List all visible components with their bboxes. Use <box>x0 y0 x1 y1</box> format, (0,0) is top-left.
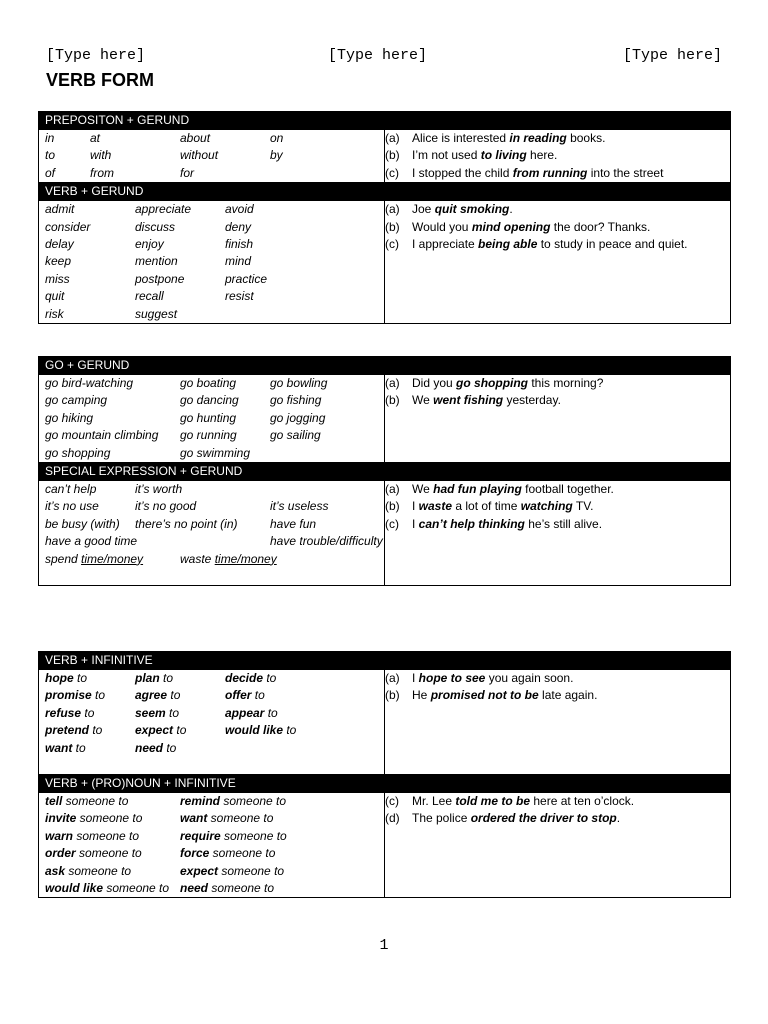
examples <box>385 201 731 324</box>
word: go shopping <box>45 445 111 460</box>
word: want to <box>45 740 86 755</box>
word: enjoy <box>135 237 164 252</box>
section-heading: GO + GERUND <box>39 357 731 375</box>
infinitive-table <box>38 651 731 898</box>
word: practice <box>225 271 268 286</box>
word: promise to <box>45 688 106 703</box>
word: would like to <box>225 723 297 738</box>
word: mind <box>225 254 252 269</box>
header-left: [Type here] <box>46 47 146 64</box>
section-heading: PREPOSITON + GERUND <box>39 112 731 130</box>
word: go swimming <box>180 445 251 460</box>
word: remind someone to <box>180 794 287 808</box>
word: go fishing <box>270 393 322 408</box>
example-item: (b) Would you mind opening the door? Thanks. <box>385 219 651 234</box>
word: pretend to <box>45 723 103 738</box>
section-heading: VERB + (PRO)NOUN + INFINITIVE <box>39 775 731 793</box>
word: quit <box>45 289 65 304</box>
go-gerund-table <box>38 356 731 586</box>
word: need to <box>135 740 177 755</box>
word: be busy (with) <box>45 516 120 531</box>
word: mention <box>135 254 178 269</box>
word: require someone to <box>180 828 287 843</box>
header-center: [Type here] <box>328 47 428 64</box>
word: order someone to <box>45 846 142 861</box>
word: avoid <box>225 202 254 217</box>
word: force someone to <box>180 846 276 861</box>
word: spend time/money <box>45 551 144 566</box>
word: go hiking <box>45 410 94 425</box>
example-item: (a) Did you go shopping this morning? <box>385 376 604 390</box>
word: from <box>90 165 114 180</box>
word: appreciate <box>135 202 192 217</box>
word: invite someone to <box>45 811 143 826</box>
word: go mountain climbing <box>45 428 159 443</box>
examples <box>385 375 731 463</box>
word: refuse to <box>45 705 95 720</box>
word: postpone <box>135 271 185 286</box>
examples <box>385 670 731 775</box>
examples <box>385 793 731 898</box>
word-list <box>39 130 385 183</box>
word: it’s worth <box>135 482 183 497</box>
word: go bird-watching <box>45 376 134 390</box>
example-item: (b) I’m not used to living here. <box>385 148 558 163</box>
word: consider <box>45 219 91 234</box>
example-item: (b) We went fishing yesterday. <box>385 393 561 408</box>
word: in <box>45 131 55 145</box>
word: plan to <box>135 671 174 685</box>
word-list <box>39 481 385 586</box>
word: it’s no use <box>45 499 99 514</box>
example-item: (a) Joe quit smoking. <box>385 202 513 217</box>
header-right: [Type here] <box>622 47 722 64</box>
word: want someone to <box>180 811 274 826</box>
gerund-table <box>38 111 731 324</box>
word: offer to <box>225 688 265 703</box>
word-list <box>39 793 385 898</box>
word: with <box>90 148 112 163</box>
page-number: 1 <box>379 937 389 954</box>
word: go running <box>180 428 237 443</box>
word: have trouble/difficulty <box>270 534 383 549</box>
word: appear to <box>225 705 278 720</box>
word: go dancing <box>180 393 239 408</box>
word: agree to <box>135 688 181 703</box>
word: tell someone to <box>45 794 129 808</box>
word-list <box>39 375 385 463</box>
example-item: (c) I can’t help thinking he’s still alive. <box>385 516 603 531</box>
word: need someone to <box>180 881 275 896</box>
word: hope to <box>45 671 88 685</box>
word: seem to <box>135 705 180 720</box>
examples <box>385 130 731 183</box>
word: at <box>90 131 101 145</box>
example-item: (c) I stopped the child from running into the street <box>385 165 664 180</box>
word-list <box>39 670 385 775</box>
word: it’s useless <box>270 499 329 514</box>
word: waste time/money <box>180 551 277 566</box>
example-item: (a) We had fun playing football together. <box>385 482 614 497</box>
word: go bowling <box>270 376 328 390</box>
section-heading: VERB + INFINITIVE <box>39 652 731 670</box>
word: go camping <box>45 393 108 408</box>
word: discuss <box>135 219 176 234</box>
word: to <box>45 148 56 163</box>
example-item: (b) He promised not to be late again. <box>385 688 598 703</box>
word: admit <box>45 202 75 217</box>
word: have fun <box>270 516 317 531</box>
word: about <box>180 131 211 145</box>
word: expect to <box>135 723 187 738</box>
word: deny <box>225 219 252 234</box>
word: recall <box>135 289 164 304</box>
word: resist <box>225 289 254 304</box>
word: warn someone to <box>45 828 140 843</box>
word: can’t help <box>45 482 97 497</box>
word: there’s no point (in) <box>135 516 238 531</box>
word: go boating <box>180 376 237 390</box>
example-item: (c) I appreciate being able to study in peace and quiet. <box>385 237 688 252</box>
word: finish <box>225 237 254 252</box>
word: go jogging <box>270 410 326 425</box>
examples <box>385 481 731 586</box>
word: for <box>180 165 195 180</box>
word: without <box>180 148 219 163</box>
word: it’s no good <box>135 499 197 514</box>
word: suggest <box>135 306 178 321</box>
word: ask someone to <box>45 863 132 878</box>
word: miss <box>45 271 70 286</box>
word: by <box>270 148 283 163</box>
example-item: (c) Mr. Lee told me to be here at ten o’clock. <box>385 794 635 808</box>
example-item: (b) I waste a lot of time watching TV. <box>385 499 594 514</box>
word: risk <box>45 306 64 321</box>
word-list <box>39 201 385 324</box>
word: expect someone to <box>180 863 285 878</box>
word: of <box>45 165 56 180</box>
page-header <box>46 47 722 69</box>
section-heading: SPECIAL EXPRESSION + GERUND <box>39 463 731 481</box>
example-item: (a) I hope to see you again soon. <box>385 671 574 685</box>
word: decide to <box>225 671 277 685</box>
section-heading: VERB + GERUND <box>39 183 731 201</box>
word: on <box>270 131 284 145</box>
example-item: (a) Alice is interested in reading books. <box>385 131 606 145</box>
word: go sailing <box>270 428 321 443</box>
word: delay <box>45 237 74 252</box>
word: keep <box>45 254 72 269</box>
example-item: (d) The police ordered the driver to stop. <box>385 811 621 826</box>
page-title: VERB FORM <box>46 70 154 90</box>
word: would like someone to <box>45 881 170 896</box>
word: have a good time <box>45 534 138 549</box>
word: go hunting <box>180 410 237 425</box>
